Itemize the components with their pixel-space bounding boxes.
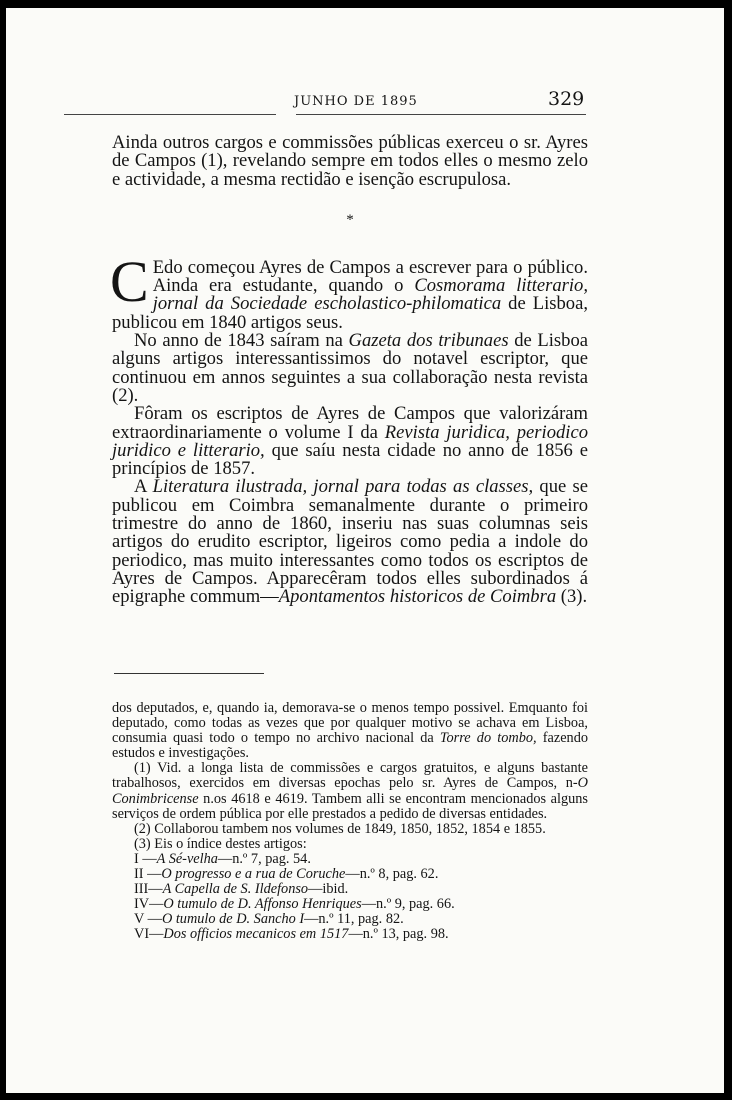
item-title: O tumulo de D. Affonso Henriques — [163, 896, 362, 913]
list-item — [134, 897, 588, 912]
paragraph — [112, 332, 588, 405]
item-numeral: I — — [134, 850, 157, 867]
header-rule — [64, 114, 276, 115]
paragraph — [112, 405, 588, 478]
footnotes — [112, 701, 588, 943]
item-title: O progresso e a rua de Coruche — [161, 866, 346, 883]
text-run: fazendo estudos e investigações. — [112, 730, 588, 762]
text-run: No anno de 1843 saíram na — [134, 330, 349, 352]
footnote-3: (3) Eis o índice destes artigos: — [134, 835, 307, 852]
drop-cap: C — [110, 248, 149, 314]
item-numeral: V — — [134, 911, 162, 928]
footnote-rule — [114, 673, 264, 674]
text-run: Fôram os escriptos de Ayres de Campos que valorizáram extraordinariamente o volume I da — [112, 403, 588, 443]
page — [6, 8, 724, 1093]
italic-title: Literatura ilustrada, jornal para todas as classes, — [152, 476, 534, 498]
header-rule — [296, 114, 586, 115]
article-index-list — [112, 852, 588, 943]
item-numeral: II — — [134, 866, 162, 883]
item-ref: —ibid. — [308, 881, 349, 898]
item-title: A Sé-velha — [156, 850, 218, 867]
list-item — [134, 912, 588, 927]
footnote-2: (2) Collaborou tambem nos volumes de 1849, 1850, 1852, 1854 e 1855. — [134, 820, 546, 837]
item-ref: —n.º 7, pag. 54. — [217, 850, 311, 867]
list-item — [134, 927, 588, 942]
item-ref: —n.º 8, pag. 62. — [345, 866, 439, 883]
item-title: Dos officios mecanicos em 1517 — [163, 926, 349, 943]
item-numeral: VI— — [134, 926, 164, 943]
item-title: A Capella de S. Ildefonso — [162, 881, 309, 898]
text-run: de Lisboa, publicou em 1840 artigos seus. — [112, 293, 589, 333]
list-item — [134, 867, 588, 882]
item-numeral: IV— — [134, 896, 164, 913]
italic-title: Torre do tombo, — [439, 730, 537, 747]
italic-title: O Conimbricense — [112, 775, 588, 807]
italic-title: Revista juridica, periodico juridico e litterario, — [112, 421, 588, 461]
footnote-continuation — [112, 701, 588, 761]
italic-title: Cosmorama litterario, jornal da Sociedade escholastico-philomatica — [152, 275, 588, 315]
item-ref: —n.º 9, pag. 66. — [361, 896, 455, 913]
text-run: A — [134, 476, 153, 498]
text-run: que saíu nesta cidade no anno de 1856 e princípios de 1857. — [112, 439, 588, 480]
text-run: que se publicou em Coimbra semanalmente durante o primeiro trimestre do anno de 1860, inseriu nas suas columnas seis artigos do erudito escriptor, ligeiros como pedia a indole do periodico, mas muito interessantes como todos os escriptos de Ayres de Campos. Apparecêram todos elles subordinados á epigraphe commum— — [112, 476, 588, 608]
list-item — [134, 852, 588, 867]
item-ref: —n.º 11, pag. 82. — [304, 911, 404, 928]
item-numeral: III— — [134, 881, 163, 898]
item-ref: —n.º 13, pag. 98. — [348, 926, 449, 943]
paragraph — [112, 478, 588, 606]
text-run: dos deputados, e, quando ia, demorava-se o menos tempo possivel. Emquanto foi deputado, como todas as vezes que por qualquer motivo se achava em Lisboa, consumia quasi todo o tempo no archivo nacional da — [112, 700, 588, 747]
list-item — [134, 882, 588, 897]
text-run: n.os 4618 e 4619. Tambem alli se encontram mencionados alguns serviços de ordem pública por elle prestados a pedido de diversas entidades. — [112, 790, 588, 822]
text-run: de Lisboa alguns artigos interessantissimos do notavel escriptor, que continuou em annos seguintes a sua collaboração nesta revista (2). — [112, 330, 589, 406]
paragraph: Ainda outros cargos e commissões públicas exerceu o sr. Ayres de Campos (1), revelando sempre em todos elles o mesmo zelo e actividade, a mesma rectidão e isenção escrupulosa. — [112, 132, 588, 190]
page-number: 329 — [548, 88, 585, 110]
footnote-1 — [112, 761, 588, 821]
running-title: JUNHO DE 1895 — [294, 94, 418, 109]
section-separator: * — [346, 211, 354, 228]
body-text — [112, 134, 588, 607]
item-title: O tumulo de D. Sancho I — [161, 911, 305, 928]
paragraph — [110, 248, 589, 333]
italic-title: Gazeta dos tribunaes — [348, 330, 509, 352]
text-run: Edo começou Ayres de Campos a escrever para o público. Ainda era estudante, quando o — [152, 256, 588, 297]
italic-title: Apontamentos historicos de Coimbra — [278, 586, 557, 608]
text-run: (3). — [556, 586, 588, 608]
text-run: (1) Vid. a longa lista de commissões e cargos gratuitos, e alguns bastante trabalhosos, exercidos em diversas epochas pelo sr. Ayres de Campos, n- — [112, 760, 588, 792]
